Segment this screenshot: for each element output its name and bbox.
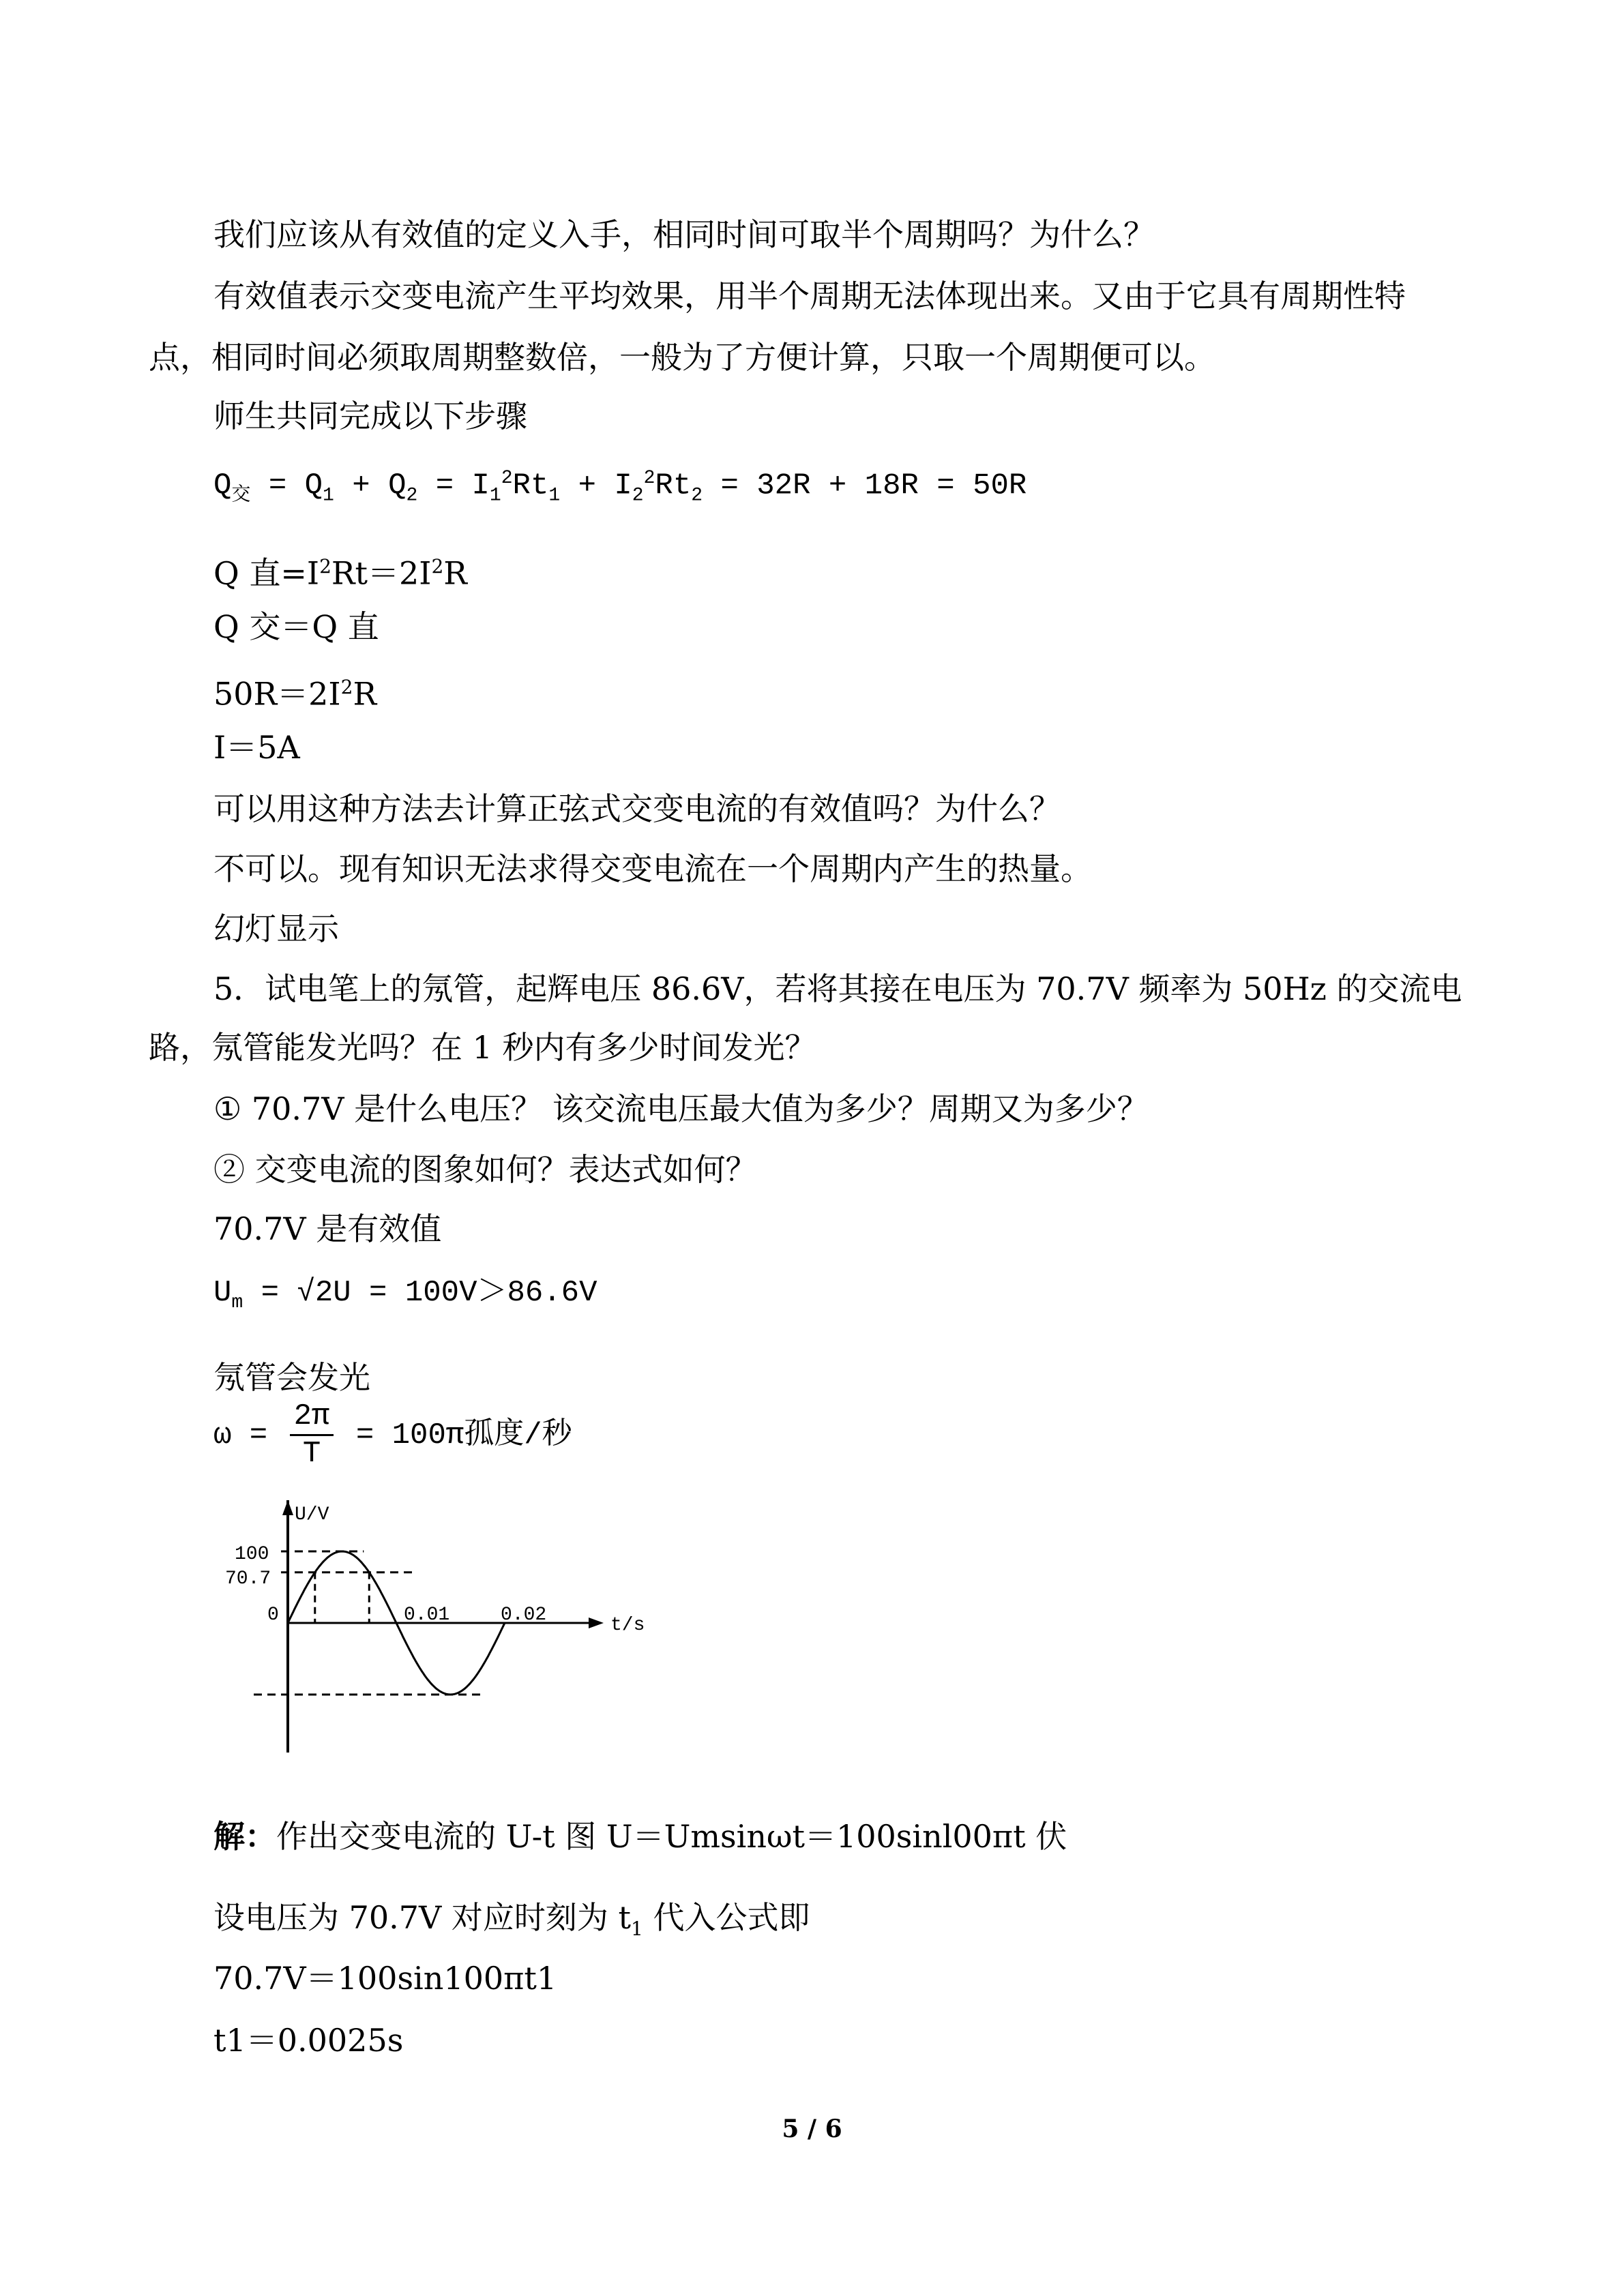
paragraph-effective-value-2: 点，相同时间必须取周期整数倍，一般为了方便计算，只取一个周期便可以。 xyxy=(149,339,1215,376)
formula-um: $U_m = √2U = 100V>86.6V$ xyxy=(213,1276,597,1313)
y-axis-label: U/V xyxy=(295,1504,329,1525)
x-axis-label: t/s xyxy=(610,1615,645,1636)
x-axis-arrow xyxy=(589,1617,604,1628)
paragraph-effective-value-1: 有效值表示交变电流产生平均效果，用半个周期无法体现出来。又由于它具有周期性特 xyxy=(213,278,1406,314)
answer-effective-value: 70.7V 是有效值 xyxy=(213,1210,442,1247)
x-tick-0-02: 0.02 xyxy=(501,1605,547,1626)
solution-equation: 70.7V＝100sin100πt1 xyxy=(213,1960,557,1997)
paragraph-question-half-period: 我们应该从有效值的定义入手，相同时间可取半个周期吗？为什么？ xyxy=(213,216,1155,253)
paragraph-steps-intro: 师生共同完成以下步骤 xyxy=(213,398,527,434)
solution-set-t1: 设电压为 70.7V 对应时刻为 $t_1$ 代入公式即 xyxy=(213,1899,810,1941)
formula-omega: ω = $\frac{2\pi}{T}$ = 100π孤度/秒 xyxy=(213,1399,572,1471)
step-q-direct: Q 直$=I^2Rt=2I^2R$ xyxy=(213,554,467,592)
step-i-result: I＝5A xyxy=(213,729,300,766)
y-tick-70-7: 70.7 xyxy=(225,1568,271,1590)
solution-line: 解：作出交变电流的 U-t 图 U＝Umsinωt＝100sinl00πt 伏 xyxy=(213,1818,1067,1855)
problem-5-line2: 路，氖管能发光吗？在 1 秒内有多少时间发光？ xyxy=(149,1029,816,1066)
step-q-equal: Q 交＝Q 直 xyxy=(213,608,379,645)
y-tick-100: 100 xyxy=(235,1544,269,1565)
formula-heat-sum: $Q_交 = Q_1 + Q_2 = I_1^2Rt_1 + I_2^2Rt_2 = 32R + 18R = 50R$ xyxy=(213,468,1027,507)
fraction: $\frac{2\pi}{T}$ xyxy=(290,1399,334,1472)
problem-5-q2: ② 交变电流的图象如何？表达式如何？ xyxy=(213,1151,757,1188)
solution-t1-result: t1＝0.0025s xyxy=(213,2022,404,2059)
paragraph-sine-answer: 不可以。现有知识无法求得交变电流在一个周期内产生的热量。 xyxy=(213,850,1092,887)
problem-5-line1: 5．试电笔上的氖管，起辉电压 86.6V，若将其接在电压为 70.7V 频率为 50Hz 的交流电 xyxy=(213,970,1462,1007)
step-50r: $50R=2I^2R$ xyxy=(213,675,377,713)
page-number: 5 / 6 xyxy=(782,2115,842,2143)
problem-5-q1: ① 70.7V 是什么电压？ 该交流电压最大值为多少？周期又为多少？ xyxy=(213,1090,1149,1127)
y-axis-arrow xyxy=(282,1500,293,1515)
x-tick-0-01: 0.01 xyxy=(404,1605,450,1626)
paragraph-slide: 幻灯显示 xyxy=(213,910,339,947)
answer-neon-glows: 氖管会发光 xyxy=(213,1359,370,1396)
u-t-chart xyxy=(225,1500,662,1766)
paragraph-sine-question: 可以用这种方法去计算正弦式交变电流的有效值吗？为什么？ xyxy=(213,790,1061,827)
origin-label: 0 xyxy=(267,1605,279,1626)
